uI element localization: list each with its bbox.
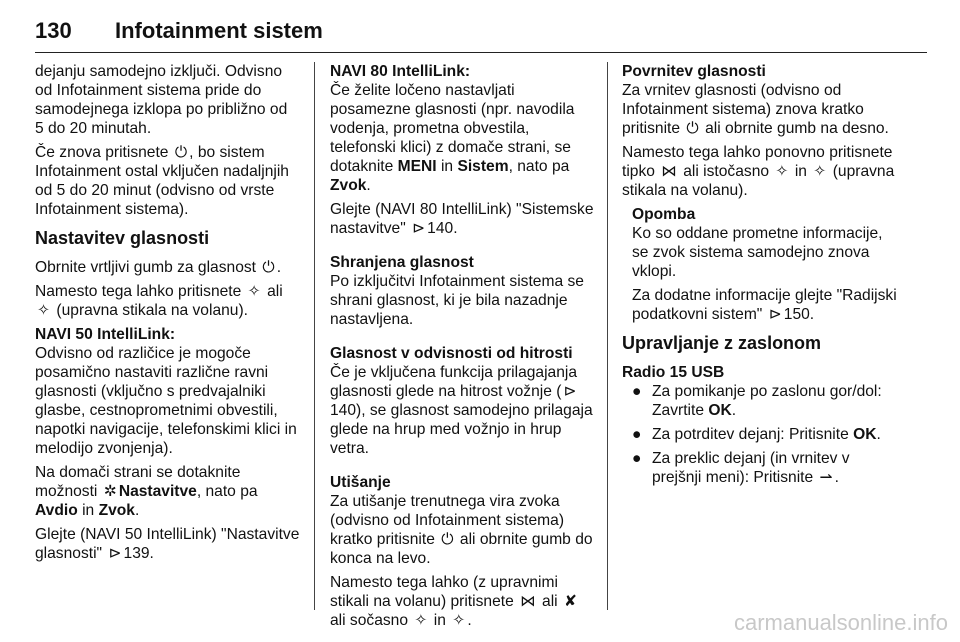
page-ref-arrow-icon: ⊳ [563,383,577,400]
subheading-saved-volume: Shranjena glasnost [330,254,474,271]
page-header [35,18,927,52]
list-item: ● Za potrditev dejanj: Pritisnite OK. [632,426,881,443]
paragraph: Če znova pritisnete ⏻ , bo sistem Infotainment ostal vključen nadaljnjih od 5 do 20 minut (odvisno od vrste Infotainment sistema). [35,144,289,218]
watermark: carmanualsonline.info [733,610,948,635]
volume-down-icon: ✧ [813,163,827,180]
subheading-radio15: Radio 15 USB [622,364,725,381]
volume-up-icon: ✧ [247,283,261,300]
paragraph: Glejte (NAVI 80 IntelliLink) "Sistemske nastavitve" ⊳ 140. [330,201,594,237]
page-ref-arrow-icon: ⊳ [108,545,122,562]
column-1 [35,62,300,568]
settings-gear-icon: ✲ [103,483,117,500]
section-heading-volume: Nastavitev glasnosti [35,228,210,248]
bullet-list [622,382,897,487]
page-ref-arrow-icon: ⊳ [768,306,782,323]
menu-label-meni: MENI [397,158,437,175]
page-ref-arrow-icon: ⊳ [412,220,426,237]
power-icon: ⏻ [174,144,188,161]
paragraph: Ko so oddane prometne informacije, se zvok sistema samodejno znova vklopi. [632,225,883,280]
button-label-ok: OK [853,426,877,443]
paragraph: Če je vključena funkcija prilagajanja glasnosti glede na hitrost vožnje ( ⊳140), se glasnost samodejno prilagaja glede na hrup med vožnjo in hrup vetra. [330,364,593,457]
section-heading-screen: Upravljanje z zaslonom [622,333,822,353]
paragraph: Na domači strani se dotaknite možnosti ✲ Nastavitve, nato pa Avdio in Zvok. [35,464,258,519]
back-icon: ⇀ [819,469,833,486]
power-icon: ⏻ [262,259,275,276]
header-rule [35,52,927,53]
paragraph: Če želite ločeno nastavljati posamezne glasnosti (npr. navodila vodenja, prometna obvestila, telefonski klici) z domače strani, se dotaknite MENI in Sistem, nato pa Zvok. [330,82,575,194]
power-icon: ⏻ [686,120,699,137]
paragraph: Za utišanje trenutnega vira zvoka (odvisno od Infotainment sistema) kratko pritisnite ⏻ ali obrnite gumb do konca na levo. [330,493,593,567]
menu-label-zvok: Zvok [330,177,367,194]
column-divider-1 [314,62,315,610]
volume-up-icon: ✧ [775,163,789,180]
paragraph: Namesto tega lahko ponovno pritisnete tipko ⋈ ali istočasno ✧ in ✧ (upravna stikala na volanu). [622,144,895,199]
paragraph: dejanju samodejno izključi. Odvisno od Infotainment sistema pride do samodejnega izklopa po približno od 5 do 20 minutah. [35,63,288,137]
mute-icon: ⋈ [661,163,677,180]
page-number: 130 [35,18,72,43]
list-item: ● Za preklic dejanj (in vrnitev v prejšnji meni): Pritisnite ⇀ . [632,450,850,486]
column-divider-2 [607,62,608,610]
note-title: Opomba [632,206,696,223]
note-box [622,205,897,324]
menu-label-sistem: Sistem [457,158,509,175]
list-item: ● Za pomikanje po zaslonu gor/dol: Zavrtite OK. [632,383,882,419]
subheading-mute: Utišanje [330,474,391,491]
paragraph: Odvisno od različice je mogoče posamično nastaviti različne ravni glasnosti (vključno s predvajalniki glasbe, cestnoprometnimi obvestili, napotki navigacije, telefonskimi klici in melodijo zvonjenja). [35,345,297,457]
paragraph: Namesto tega lahko pritisnete ✧ ali ✧ (upravna stikala na volanu). [35,283,283,319]
subheading-navi80: NAVI 80 IntelliLink: [330,63,471,80]
menu-label-zvok: Zvok [98,502,135,519]
paragraph: Glejte (NAVI 50 IntelliLink) "Nastavitve glasnosti" ⊳ 139. [35,526,300,562]
subheading-navi50: NAVI 50 IntelliLink: [35,326,176,343]
menu-label-nastavitve: Nastavitve [118,483,197,500]
cross-icon: ✘ [564,593,578,610]
subheading-speed-volume: Glasnost v odvisnosti od hitrosti [330,345,573,362]
mute-icon: ⋈ [520,593,536,610]
paragraph: Namesto tega lahko (z upravnimi stikali na volanu) pritisnete ⋈ ali ✘ ali sočasno ✧ in ✧ . [330,574,578,629]
column-3 [622,62,897,492]
paragraph: Za vrnitev glasnosti (odvisno od Infotainment sistema) znova kratko pritisnite ⏻ ali obrnite gumb na desno. [622,82,889,137]
volume-down-icon: ✧ [452,612,466,629]
power-icon: ⏻ [441,531,454,548]
page-title: Infotainment sistem [115,18,323,43]
button-label-ok: OK [708,402,732,419]
menu-label-avdio: Avdio [35,502,78,519]
column-2 [330,62,595,635]
volume-up-icon: ✧ [414,612,428,629]
paragraph: Za dodatne informacije glejte "Radijski podatkovni sistem" ⊳ 150. [632,287,897,323]
subheading-restore-volume: Povrnitev glasnosti [622,63,766,80]
volume-down-icon: ✧ [37,302,51,319]
paragraph: Obrnite vrtljivi gumb za glasnost ⏻ . [35,259,282,276]
paragraph: Po izključitvi Infotainment sistema se shrani glasnost, ki je bila nazadnje nastavljena. [330,273,584,328]
